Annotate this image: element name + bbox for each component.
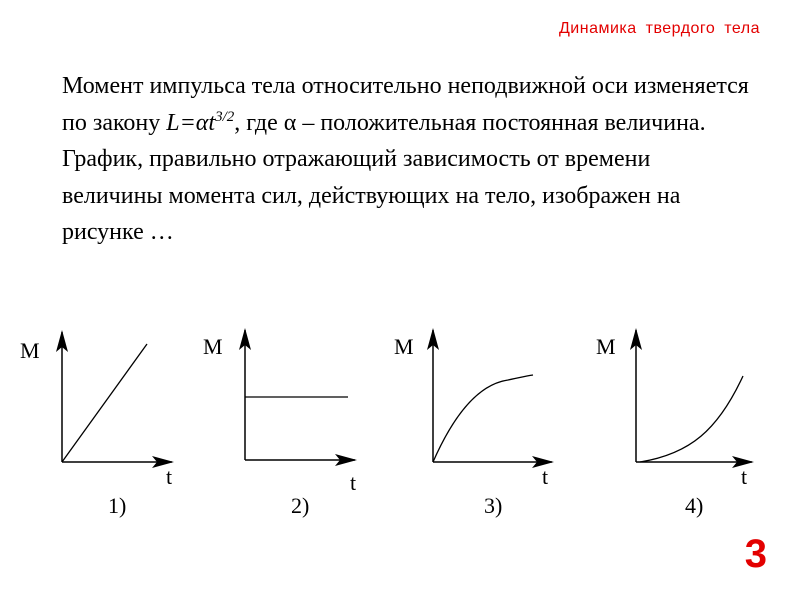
graph-1-curve <box>62 344 147 462</box>
graph-1-y-label: M <box>20 338 40 363</box>
formula-exponent: 3/2 <box>215 108 235 125</box>
formula-main: L=αt <box>166 109 216 136</box>
page-number: 3 <box>744 532 767 576</box>
question-text-end: , где α – положительная постоянная величина. График, правильно отражающий зависимость от времени величины момента сил, действующих на тело, изображен на рисунке … <box>62 109 706 245</box>
graph-4-caption: 4) <box>685 493 704 518</box>
graph-1 <box>20 332 172 518</box>
graph-3-x-label: t <box>542 464 549 489</box>
graph-2-y-label: M <box>203 334 223 359</box>
question-text-start: Момент импульса тела относительно неподвижной оси изменяется по закону <box>62 73 749 136</box>
graph-2-caption: 2) <box>291 493 310 518</box>
topic-title: Динамика твердого тела <box>558 20 760 37</box>
graph-4-y-label: M <box>596 334 616 359</box>
graph-2-x-label: t <box>350 470 357 495</box>
graph-3 <box>394 330 552 518</box>
graph-1-caption: 1) <box>108 493 127 518</box>
graph-4-x-label: t <box>741 464 748 489</box>
graph-2 <box>203 330 356 518</box>
graph-4 <box>596 330 752 518</box>
graph-4-curve <box>640 376 743 462</box>
graph-1-x-label: t <box>166 464 173 489</box>
graph-3-curve <box>433 375 533 462</box>
graph-3-y-label: M <box>394 334 414 359</box>
graph-3-caption: 3) <box>484 493 503 518</box>
